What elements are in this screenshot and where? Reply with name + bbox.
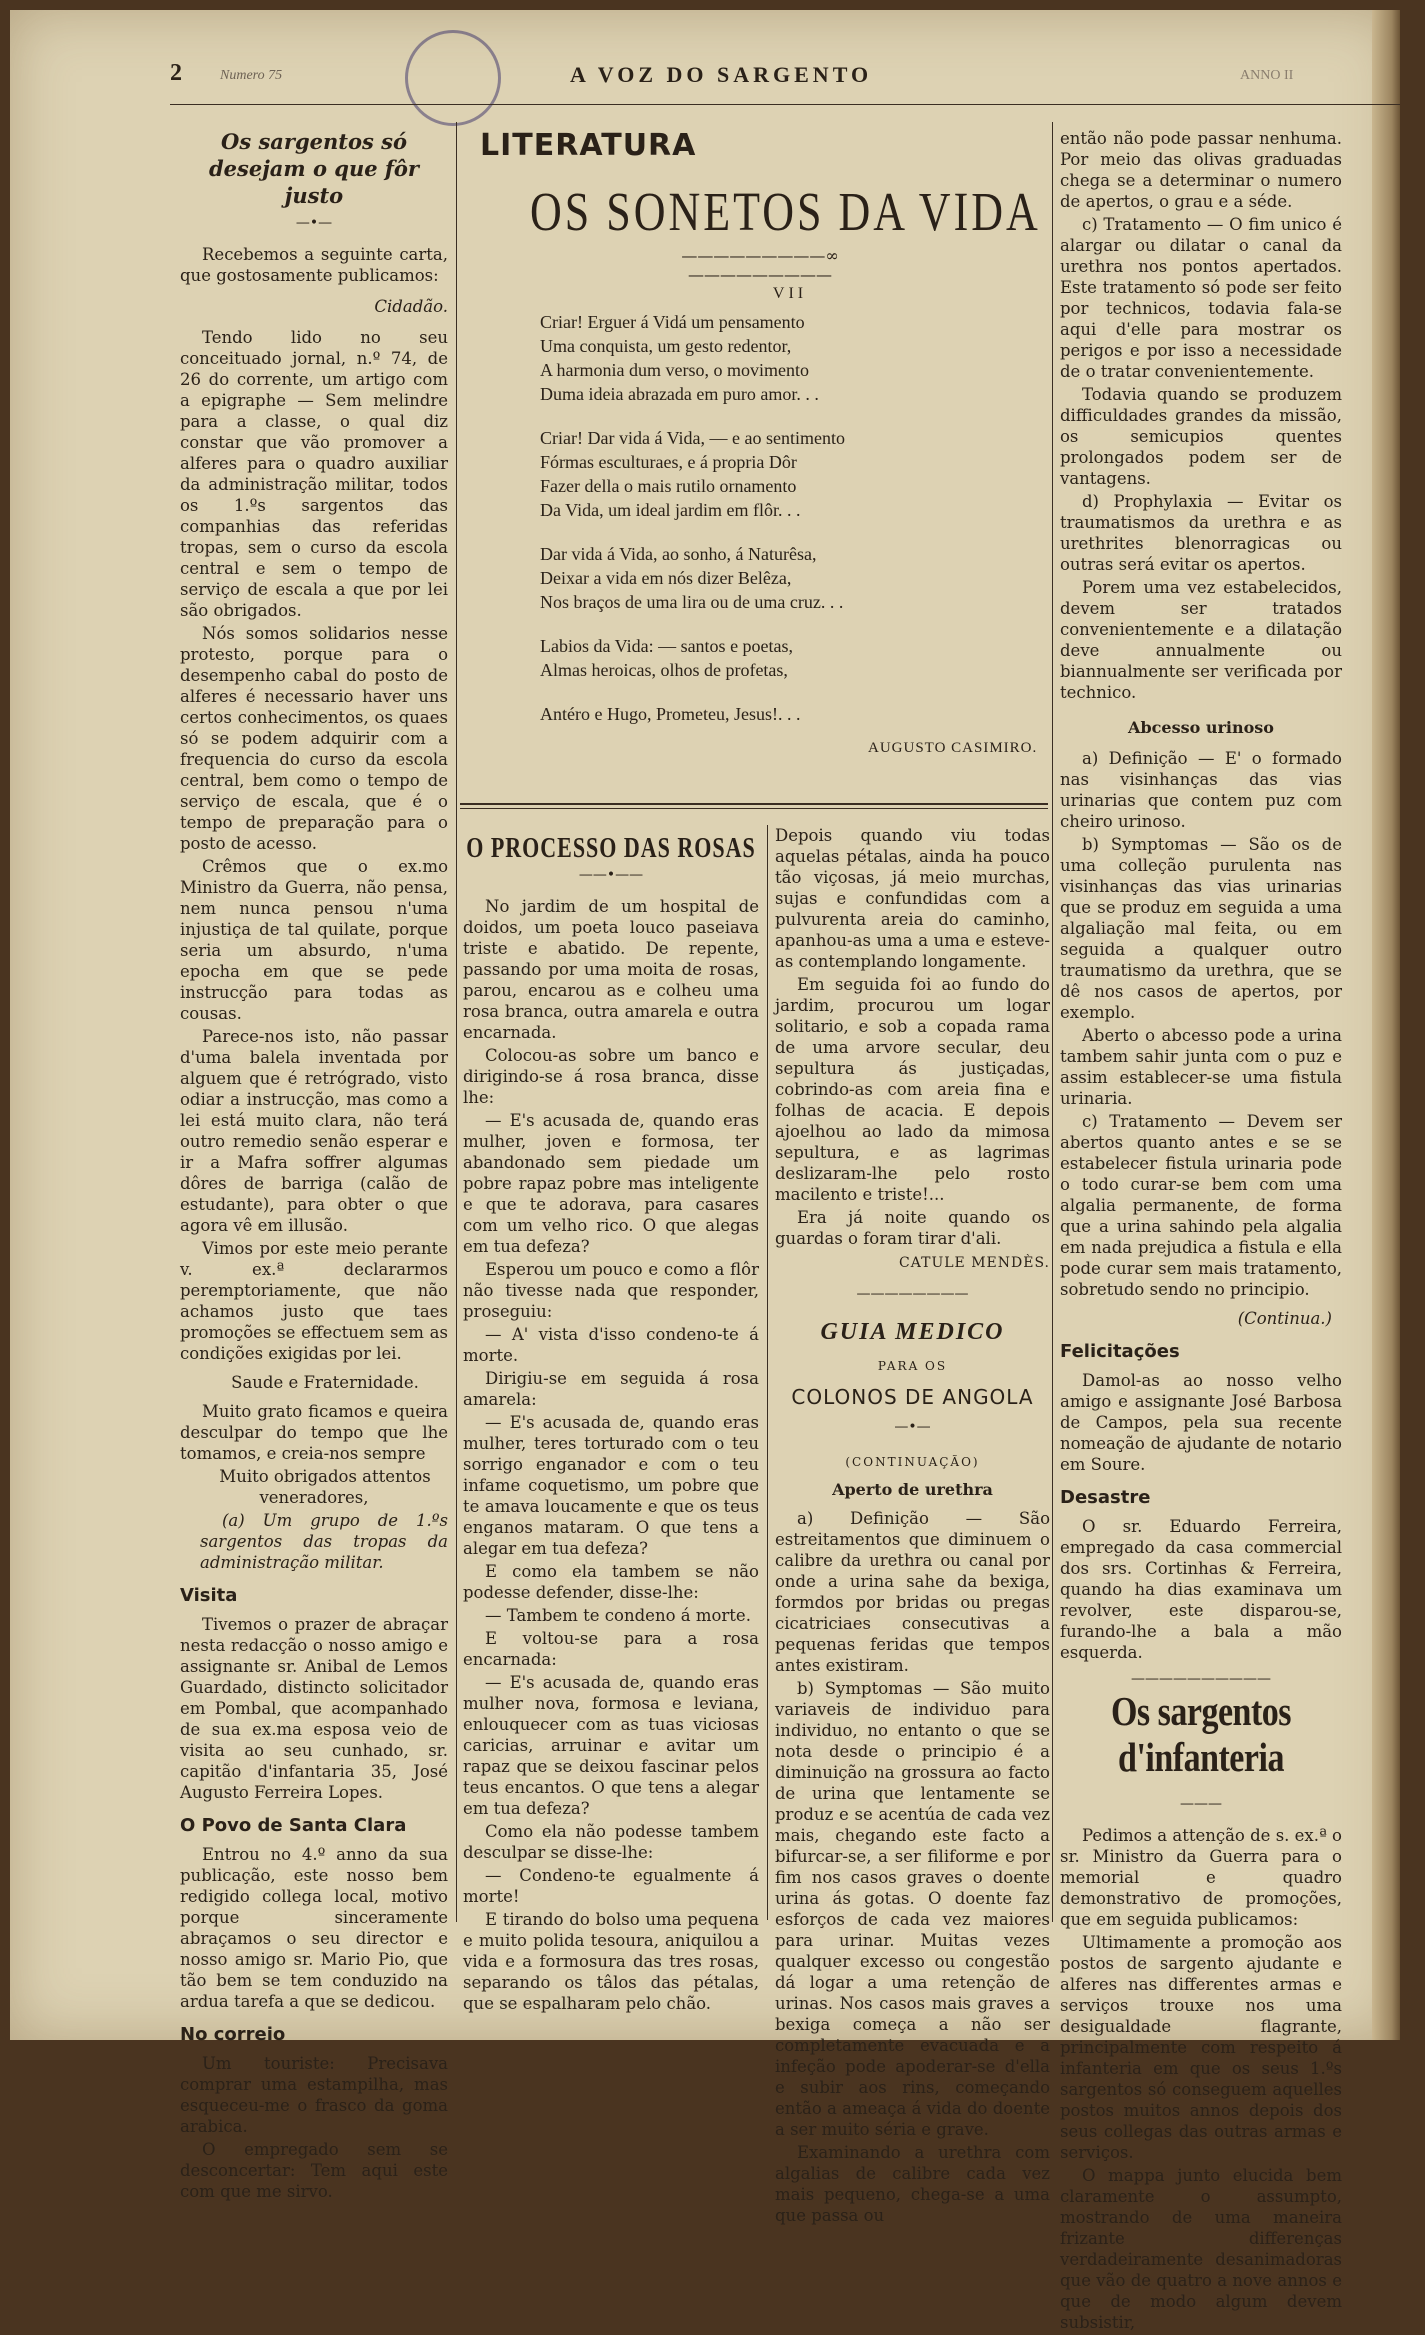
paragraph: — E's acusada de, quando eras mulher, teres torturado com o teu sorrigo enganador e com o teu infame coquetismo, um pobre que te amava loucamente e que os teus enganos mataram. O que tens a alegar em tua defeza?: [463, 1413, 759, 1558]
paragraph: b) Symptomas — São os de uma colleção purulenta nas visinhanças das vias urinarias que se produz em seguida a uma algaliação mal feita, ou em seguida a qualquer outro traumatismo da urethra, que se dê nos casos de apertos, por exemplo.: [1060, 835, 1342, 1022]
paragraph: Crêmos que o ex.mo Ministro da Guerra, não pensa, nem nunca pensou n'uma injustiça de tal quilate, porque seria um absurdo, n'uma epocha em que se pede instrucção para todas as cousas.: [180, 857, 448, 1023]
column-rule: [767, 825, 768, 1920]
signature: (a) Um grupo de 1.ºs sargentos das tropas da administração militar.: [200, 1511, 448, 1572]
paragraph: — Condeno-te egualmente á morte!: [463, 1866, 759, 1906]
issue-year: ANNO II: [1240, 68, 1294, 83]
masthead: A VOZ DO SARGENTO: [570, 62, 873, 87]
section-label: LITERATURA: [480, 128, 697, 163]
paragraph: Damol-as ao nosso velho amigo e assignante José Barbosa de Campos, pela sua recente nomeação de ajudante de notario em Soure.: [1060, 1371, 1342, 1474]
paragraph: Depois quando viu todas aquelas pétalas, ainda ha pouco tão viçosas, já meio murchas, sujas e confundidas com a pulvurenta areia do caminho, apanhou-as uma a uma e esteve-as contemplando longamente.: [775, 826, 1050, 971]
stanza: Labios da Vida: — santos e poetas, Almas heroicas, olhos de profetas,: [540, 636, 794, 680]
column-3: [463, 825, 759, 2016]
article-subtitle: COLONOS DE ANGOLA: [791, 1385, 1034, 1409]
closing: Saude e Fraternidade.: [231, 1373, 419, 1392]
continuation-label: (CONTINUAÇÃO): [845, 1455, 980, 1469]
ornament-divider: ———: [1180, 1796, 1222, 1812]
paragraph: Era já noite quando os guardas o foram tirar d'ali.: [775, 1208, 1050, 1248]
stanza: Dar vida á Vida, ao sonho, á Naturêsa, Deixar a vida em nós dizer Belêza, Nos braços de uma lira ou de uma cruz. . .: [540, 544, 844, 612]
paragraph: Entrou no 4.º anno da sua publicação, este nosso bem redigido collega local, motivo porque sinceramente abraçamos o seu director e nosso amigo sr. Mario Pio, que tão bem se tem conduzido na ardua tarefa a que se dedicou.: [180, 1845, 448, 2011]
paragraph: E voltou-se para a rosa encarnada:: [463, 1629, 759, 1669]
paragraph: Ultimamente a promoção aos postos de sargento ajudante e alferes nas differentes armas e serviços trouxe nos uma desigualdade flagrante, principalmente com respeito á infanteria em que os seus 1.ºs sargentos só conseguem aquelles postos muitos annos depois dos seus collegas das outras armas e serviços.: [1060, 1933, 1342, 2162]
ornament-divider: ————————: [856, 1286, 969, 1302]
paragraph: O empregado sem se desconcertar: Tem aqui este com que me sirvo.: [180, 2140, 448, 2201]
ornament-divider: ——•——: [578, 867, 644, 883]
thanks: Muito grato ficamos e queira desculpar do tempo que lhe tomamos, e creia-nos sempre: [180, 1402, 448, 1463]
paragraph: Parece-nos isto, não passar d'uma balela inventada por alguem que é retrógrado, visto odiar a instrucção, mas como a lei está muito clara, não terá outro remedio senão esperar e ir a Mafra soffrer algumas dôres de barriga (calão de estudante), para obter o que agora vê em illusão.: [180, 1027, 448, 1235]
ornament-divider: ——————————: [1131, 1671, 1271, 1687]
paragraph: Dirigiu-se em seguida á rosa amarela:: [463, 1369, 759, 1409]
paragraph: c) Tratamento — Devem ser abertos quanto antes e se se estabelecer fistula urinaria pode o todo curar-se bem com uma algalia permanente, de forma que a urina sahindo pela algalia em nada prejudica a fistula e ella pode curar sem mais tratamento, sobretudo sendo no principio.: [1060, 1112, 1342, 1299]
article-title: Os sargentos d'infanteria: [1110, 1690, 1292, 1781]
paragraph: Tivemos o prazer de abraçar nesta redacção o nosso amigo e assignante sr. Anibal de Lemos Guardado, distincto solicitador em Pombal, que acompanhado de sua ex.ma esposa veio de visita ao seu cunhado, sr. capitão d'infantaria 35, José Augusto Ferreira Lopes.: [180, 1615, 448, 1802]
paragraph: No jardim de um hospital de doidos, um poeta louco paseiava triste e abatido. De repente, passando por uma moita de rosas, parou, encarou as e colheu uma rosa branca, outra amarela e outra encarnada.: [463, 897, 759, 1042]
paragraph: — E's acusada de, quando eras mulher nova, formosa e leviana, enlouquecer com as tuas viciosas caricias, arruinar e avitar um rapaz que se deixou fascinar pelos teus encantos. O que tens a alegar em tua defeza?: [463, 1673, 759, 1818]
paragraph: Em seguida foi ao fundo do jardim, procurou um logar solitario, e sob a copada rama de uma arvore secular, deu sepultura ás justiçadas, cobrindo-as com areia fina e folhas de acacia. E depois ajoelhou ao lado da mimosa sepultura, e as lagrimas deslizaram-lhe pelo rosto macilento e triste!...: [775, 975, 1050, 1204]
subtitle-small: PARA OS: [877, 1359, 948, 1373]
issue-number: Numero 75: [220, 68, 283, 83]
poem: [540, 282, 1040, 756]
section-rule: [460, 803, 1048, 805]
ornament-divider: —•—: [894, 1419, 931, 1435]
paragraph: Tendo lido no seu conceituado jornal, n.º 74, de 26 do corrente, um artigo com a epigraphe — Sem melindre para a classe, o qual diz constar que vão promover a alferes para o quadro auxiliar da administração militar, todos os 1.ºs sargentos das companhias das referidas tropas, sem o curso da escola central e sem o tempo de serviço de escala a que por lei são obrigados.: [180, 328, 448, 620]
intro-text: Recebemos a seguinte carta, que gostosamente publicamos:: [180, 245, 448, 285]
paragraph: Esperou um pouco e como a flôr não tivesse nada que responder, proseguiu:: [463, 1260, 759, 1321]
paragraph: Todavia quando se produzem difficuldades grandes da missão, os semicupios quentes prolongados podem ser de vantagens.: [1060, 385, 1342, 488]
paragraph: — A' vista d'isso condeno-te á morte.: [463, 1325, 759, 1365]
paragraph: Aberto o abcesso pode a urina tambem sahir junta com o puz e assim establecer-se uma fistula urinaria.: [1060, 1026, 1342, 1108]
paragraph: Examinando a urethra com algalias de calibre cada vez mais pequeno, chega-se a uma que passa ou: [775, 2143, 1050, 2225]
regards: Muito obrigados attentos veneradores,: [219, 1467, 431, 1507]
section-title: No correio: [180, 2024, 286, 2045]
paragraph: então não pode passar nenhuma. Por meio das olivas graduadas chega se a determinar o numero de apertos, o grau e a séde.: [1060, 129, 1342, 211]
article-title: GUIA MEDICO: [820, 1319, 1005, 1345]
page-edge: [1372, 10, 1400, 2040]
paragraph: Um touriste: Precisava comprar uma estampilha, mas esqueceu-me o frasco da goma arabica.: [180, 2054, 448, 2136]
paragraph: O sr. Eduardo Ferreira, empregado da casa commercial dos srs. Cortinhas & Ferreira, quando ha dias examinava um revolver, este disparou-se, furando-lhe a bala a mão esquerda.: [1060, 1517, 1342, 1662]
column-1: [180, 128, 448, 2204]
paragraph: Porem uma vez estabelecidos, devem ser tratados convenientemente e a dilatação deve annualmente ou biannualmente ser verificada por technico.: [1060, 578, 1342, 702]
article-title: O PROCESSO DAS ROSAS: [466, 831, 756, 864]
article-title: Os sargentos só desejam o que fôr justo: [208, 129, 419, 208]
column-rule: [456, 122, 457, 1922]
poem-series-title: OS SONETOS DA VIDA: [530, 181, 1041, 243]
stanza: Antéro e Hugo, Prometeu, Jesus!. . .: [540, 704, 801, 724]
paragraph: Nós somos solidarios nesse protesto, porque para o desempenho cabal do posto de alferes é necessario haver uns certos conhecimentos, os quaes só se podem adquirir com a frequencia do curso da escola central, bem como o tempo de serviço de escala, que é o tempo de preparação para o posto de acesso.: [180, 624, 448, 853]
paragraph: d) Prophylaxia — Evitar os traumatismos da urethra e as urethrites blenorragicas ou outras será evitar os apertos.: [1060, 492, 1342, 574]
section-title: O Povo de Santa Clara: [180, 1815, 407, 1836]
subsection-title: Aperto de urethra: [832, 1480, 993, 1499]
subsection-title: Abcesso urinoso: [1128, 718, 1274, 737]
paragraph: c) Tratamento — O fim unico é alargar ou dilatar o canal da urethra nos pontos apertados. Este tratamento só pode ser feito por technicos, todavia fala-se aqui d'elle para mostrar os perigos e por isso a necessidade de o tratar convenientemente.: [1060, 215, 1342, 381]
paragraph: E como ela tambem se não podesse defender, disse-lhe:: [463, 1562, 759, 1602]
paragraph: O mappa junto elucida bem claramente o assumpto, mostrando de uma maneira frizante differenças verdadeiramente desanimadoras que vão de quatro a nove annos e que de modo algum devem subsistir,: [1060, 2166, 1342, 2332]
continued-note: (Continua.): [1237, 1309, 1332, 1328]
stanza: Criar! Dar vida á Vida, — e ao sentimento Fórmas esculturaes, e á propria Dôr Fazer della o mais rutilo ornamento Da Vida, um ideal jardim em flôr. . .: [540, 428, 845, 520]
section-title: Visita: [180, 1585, 238, 1606]
paragraph: Colocou-as sobre um banco e dirigindo-se á rosa branca, disse lhe:: [463, 1046, 759, 1107]
column-5: [1060, 128, 1342, 2335]
paragraph: a) Definição — E' o formado nas visinhanças das vias urinarias que contem puz com cheiro urinoso.: [1060, 749, 1342, 831]
paragraph: b) Symptomas — São muito variaveis de individuo para individuo, no entanto o que se nota desde o principio é a diminuição na grossura ao facto de urina que lentamente se produz e se acentúa de cada vez mais, chegando este facto a bifurcar-se, a ser filiforme e por fim nos casos graves o doente urina ás gotas. O doente faz esforços de cada vez maiores para urinar. Muitas vezes qualquer excesso ou congestão dá logar a uma retenção de urinas. Nos casos mais graves a bexiga começa a não ser completamente evacuada e a infeção pode apoderar-se d'ella e subir aos rins, começando então a ameaça á vida do doente a ser muito séria e grave.: [775, 1679, 1050, 2139]
paragraph: a) Definição — São estreitamentos que diminuem o calibre da urethra ou canal por onde a urina sahe da bexiga, formdos por bridas ou pregas cicatriciaes consecutivas a pequenas feridas que tempos antes existiram.: [775, 1509, 1050, 1675]
section-rule: [460, 808, 1048, 809]
ornament-divider: —•—: [295, 215, 333, 231]
column-rule: [1052, 122, 1053, 1922]
column-4: [775, 825, 1050, 2228]
section-title: Desastre: [1060, 1487, 1151, 1508]
paragraph: — Tambem te condeno á morte.: [485, 1606, 751, 1625]
paragraph: — E's acusada de, quando eras mulher, joven e formosa, ter abandonado sem piedade um pobre rapaz pobre mas inteligente e que te adorava, para casares com um velho rico. O que alegas em tua defeza?: [463, 1111, 759, 1256]
paragraph: Vimos por este meio perante v. ex.ª declararmos peremptoriamente, que não achamos justo que taes promoções se effectuem sem as condições exigidas por lei.: [180, 1239, 448, 1363]
salutation: Cidadão.: [374, 297, 448, 316]
ornament-divider: —————————∞—————————: [681, 246, 839, 284]
paragraph: Pedimos a attenção de s. ex.ª o sr. Ministro da Guerra para o memorial e quadro demonstrativo de promoções, que em seguida publicamos:: [1060, 1826, 1342, 1929]
stanza: Criar! Erguer á Vidá um pensamento Uma conquista, um gesto redentor, A harmonia dum verso, o movimento Duma ideia abrazada em puro amor. . .: [540, 312, 819, 404]
page-number: 2: [170, 60, 182, 86]
paragraph: Como ela não podesse tambem desculpar se disse-lhe:: [463, 1822, 759, 1862]
section-title: Felicitações: [1060, 1341, 1180, 1362]
article-author: CATULE MENDÈS.: [899, 1255, 1050, 1271]
poem-author: AUGUSTO CASIMIRO.: [868, 740, 1038, 756]
poem-number: VII: [772, 285, 808, 302]
paragraph: E tirando do bolso uma pequena e muito polida tesoura, aniquilou a vida e a formosura das tres rosas, separando os tâlos das pétalas, que se espalharam pelo chão.: [463, 1910, 759, 2013]
newspaper-page: [10, 10, 1400, 2332]
